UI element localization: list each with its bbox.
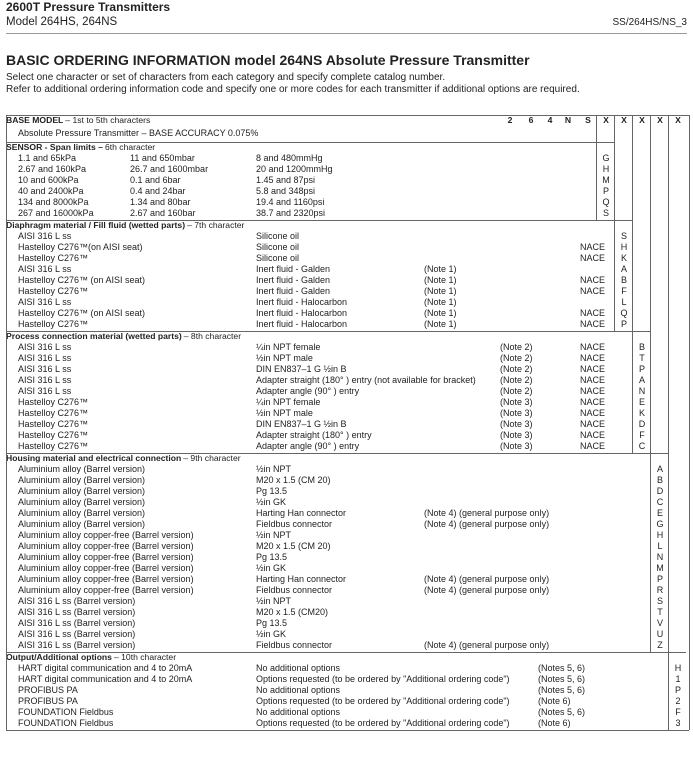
housing-row bbox=[6, 552, 689, 563]
housing-material: AISI 316 L ss (Barrel version) bbox=[18, 640, 136, 650]
housing-connection: ½in NPT bbox=[256, 464, 292, 474]
housing-connection: M20 x 1.5 (CM 20) bbox=[256, 541, 331, 551]
process-note: (Note 2) bbox=[500, 386, 533, 396]
housing-header bbox=[6, 453, 689, 464]
process-code: F bbox=[639, 430, 645, 440]
housing-row bbox=[6, 607, 689, 618]
process-row bbox=[6, 408, 689, 419]
process-material: AISI 316 L ss bbox=[18, 342, 72, 352]
output-note: (Note 6) bbox=[538, 696, 571, 706]
sensor-code: G bbox=[602, 153, 610, 163]
process-row bbox=[6, 353, 689, 364]
process-top-rule bbox=[6, 331, 650, 332]
housing-note: (Note 4) (general purpose only) bbox=[424, 640, 550, 650]
diaphragm-material: Hastelloy C276™ bbox=[18, 253, 89, 263]
base-char-5: S bbox=[585, 115, 591, 125]
output-column-rule bbox=[668, 115, 669, 730]
output-type: HART digital communication and 4 to 20mA bbox=[18, 663, 193, 673]
output-code: 2 bbox=[675, 696, 681, 706]
process-code: C bbox=[638, 441, 646, 451]
diaphragm-row bbox=[6, 308, 689, 319]
housing-connection: ½in GK bbox=[256, 497, 287, 507]
process-connection: Adapter straight (180° ) entry (not available for bracket) bbox=[256, 375, 476, 385]
intro-line-1: Select one character or set of characters from each category and specify complete catalog number. bbox=[6, 72, 446, 83]
diaphragm-nace: NACE bbox=[580, 253, 606, 263]
housing-note: (Note 4) (general purpose only) bbox=[424, 585, 550, 595]
housing-material: Aluminium alloy (Barrel version) bbox=[18, 519, 146, 529]
housing-material: Aluminium alloy copper-free (Barrel version) bbox=[18, 552, 194, 562]
diaphragm-note: (Note 1) bbox=[424, 308, 457, 318]
sensor-mbar: 2.67 and 160bar bbox=[130, 208, 196, 218]
process-code: D bbox=[638, 419, 646, 429]
housing-row bbox=[6, 563, 689, 574]
housing-connection: Pg 13.5 bbox=[256, 618, 288, 628]
sensor-code: S bbox=[602, 208, 609, 218]
housing-material: Aluminium alloy (Barrel version) bbox=[18, 508, 146, 518]
process-code: T bbox=[639, 353, 645, 363]
process-nace: NACE bbox=[580, 441, 606, 451]
output-row bbox=[6, 718, 689, 729]
process-nace: NACE bbox=[580, 364, 606, 374]
process-row bbox=[6, 375, 689, 386]
housing-row bbox=[6, 640, 689, 651]
diaphragm-top-rule bbox=[6, 220, 632, 221]
housing-connection: M20 x 1.5 (CM 20) bbox=[256, 475, 331, 485]
process-material: AISI 316 L ss bbox=[18, 364, 72, 374]
sensor-row bbox=[6, 186, 689, 197]
table-bottom-rule bbox=[6, 730, 689, 731]
sensor-top-rule bbox=[6, 142, 614, 143]
process-nace: NACE bbox=[580, 408, 606, 418]
process-code: B bbox=[638, 342, 645, 352]
output-option: No additional options bbox=[256, 663, 341, 673]
diaphragm-code: P bbox=[620, 319, 627, 329]
process-connection: DIN EN837–1 G ½in B bbox=[256, 419, 347, 429]
housing-code: H bbox=[656, 530, 664, 540]
output-type: HART digital communication and 4 to 20mA bbox=[18, 674, 193, 684]
sensor-header bbox=[6, 142, 689, 153]
sensor-code: M bbox=[602, 175, 610, 185]
output-option: Options requested (to be ordered by "Additional ordering code") bbox=[256, 696, 510, 706]
base-description bbox=[6, 128, 689, 139]
housing-connection: Harting Han connector bbox=[256, 574, 347, 584]
diaphragm-note: (Note 1) bbox=[424, 275, 457, 285]
housing-note: (Note 4) (general purpose only) bbox=[424, 574, 550, 584]
process-row bbox=[6, 441, 689, 452]
output-type: PROFIBUS PA bbox=[18, 685, 78, 695]
process-material: Hastelloy C276™ bbox=[18, 441, 89, 451]
header-model: Model 264HS, 264NS bbox=[6, 16, 118, 28]
diaphragm-code: A bbox=[620, 264, 627, 274]
sensor-kpa: 1.1 and 65kPa bbox=[18, 153, 77, 163]
process-label: Process connection material (wetted parts) bbox=[6, 331, 182, 341]
base-position: – 1st to 5th characters bbox=[65, 115, 151, 125]
output-code: 1 bbox=[675, 674, 681, 684]
diaphragm-label: Diaphragm material / Fill fluid (wetted parts) bbox=[6, 220, 186, 230]
sensor-position: 6th character bbox=[104, 142, 156, 152]
process-material: AISI 316 L ss bbox=[18, 353, 72, 363]
output-code: F bbox=[675, 707, 681, 717]
process-connection: Adapter angle (90° ) entry bbox=[256, 386, 360, 396]
diaphragm-fill: Inert fluid - Galden bbox=[256, 275, 331, 285]
sensor-mbar: 26.7 and 1600mbar bbox=[130, 164, 209, 174]
base-top-rule bbox=[6, 115, 689, 116]
process-row bbox=[6, 397, 689, 408]
base-label: BASE MODEL bbox=[6, 115, 64, 125]
diaphragm-material: AISI 316 L ss bbox=[18, 264, 72, 274]
sensor-psi: 19.4 and 1160psi bbox=[256, 197, 325, 207]
housing-material: Aluminium alloy (Barrel version) bbox=[18, 475, 146, 485]
ordering-table bbox=[6, 115, 689, 766]
process-connection: Adapter straight (180° ) entry bbox=[256, 430, 372, 440]
housing-row bbox=[6, 530, 689, 541]
housing-material: AISI 316 L ss (Barrel version) bbox=[18, 607, 136, 617]
diaphragm-code: Q bbox=[620, 308, 628, 318]
housing-row bbox=[6, 519, 689, 530]
process-code: K bbox=[638, 408, 645, 418]
output-note: (Notes 5, 6) bbox=[538, 674, 586, 684]
housing-material: Aluminium alloy copper-free (Barrel version) bbox=[18, 574, 194, 584]
diaphragm-nace: NACE bbox=[580, 275, 606, 285]
process-row bbox=[6, 364, 689, 375]
diaphragm-row bbox=[6, 264, 689, 275]
process-code: N bbox=[638, 386, 646, 396]
sensor-kpa: 267 and 16000kPa bbox=[18, 208, 94, 218]
process-nace: NACE bbox=[580, 386, 606, 396]
sensor-psi: 38.7 and 2320psi bbox=[256, 208, 326, 218]
housing-material: Aluminium alloy copper-free (Barrel version) bbox=[18, 541, 194, 551]
diaphragm-fill: Inert fluid - Halocarbon bbox=[256, 308, 348, 318]
housing-row bbox=[6, 508, 689, 519]
housing-row bbox=[6, 541, 689, 552]
process-note: (Note 3) bbox=[500, 430, 533, 440]
process-nace: NACE bbox=[580, 353, 606, 363]
housing-row bbox=[6, 497, 689, 508]
diaphragm-nace: NACE bbox=[580, 286, 606, 296]
housing-connection: ½in NPT bbox=[256, 596, 292, 606]
process-note: (Note 2) bbox=[500, 364, 533, 374]
sensor-row bbox=[6, 208, 689, 219]
diaphragm-row bbox=[6, 319, 689, 330]
output-option: Options requested (to be ordered by "Additional ordering code") bbox=[256, 674, 510, 684]
housing-row bbox=[6, 475, 689, 486]
housing-code: L bbox=[657, 541, 663, 551]
diaphragm-header bbox=[6, 220, 689, 231]
housing-material: Aluminium alloy copper-free (Barrel version) bbox=[18, 563, 194, 573]
process-row bbox=[6, 430, 689, 441]
process-material: Hastelloy C276™ bbox=[18, 397, 89, 407]
housing-material: AISI 316 L ss (Barrel version) bbox=[18, 629, 136, 639]
sensor-mbar: 0.1 and 6bar bbox=[130, 175, 181, 185]
output-type: FOUNDATION Fieldbus bbox=[18, 707, 114, 717]
housing-material: Aluminium alloy copper-free (Barrel version) bbox=[18, 530, 194, 540]
diaphragm-material: AISI 316 L ss bbox=[18, 231, 72, 241]
diaphragm-row bbox=[6, 242, 689, 253]
housing-code: G bbox=[656, 519, 664, 529]
output-header bbox=[6, 652, 689, 663]
process-connection: Adapter angle (90° ) entry bbox=[256, 441, 360, 451]
diaphragm-code: L bbox=[621, 297, 627, 307]
housing-code: N bbox=[656, 552, 664, 562]
sensor-kpa: 2.67 and 160kPa bbox=[18, 164, 87, 174]
output-note: (Notes 5, 6) bbox=[538, 707, 586, 717]
process-note: (Note 3) bbox=[500, 419, 533, 429]
base-x-7: X bbox=[621, 115, 627, 125]
output-position: – 10th character bbox=[113, 652, 177, 662]
process-connection: ½in NPT male bbox=[256, 353, 313, 363]
output-row bbox=[6, 696, 689, 707]
base-x-9: X bbox=[657, 115, 663, 125]
sensor-row bbox=[6, 164, 689, 175]
diaphragm-material: Hastelloy C276™ (on AISI seat) bbox=[18, 308, 146, 318]
sensor-mbar: 11 and 650mbar bbox=[130, 153, 195, 163]
output-row bbox=[6, 707, 689, 718]
process-nace: NACE bbox=[580, 375, 606, 385]
housing-code: Z bbox=[657, 640, 663, 650]
diaphragm-code: S bbox=[620, 231, 627, 241]
header-title: 2600T Pressure Transmitters bbox=[6, 0, 171, 14]
process-code: E bbox=[638, 397, 645, 407]
sensor-psi: 5.8 and 348psi bbox=[256, 186, 316, 196]
process-connection: DIN EN837–1 G ½in B bbox=[256, 364, 347, 374]
process-note: (Note 2) bbox=[500, 375, 533, 385]
housing-note: (Note 4) (general purpose only) bbox=[424, 519, 550, 529]
base-x-6: X bbox=[603, 115, 609, 125]
diaphragm-fill: Inert fluid - Halocarbon bbox=[256, 319, 348, 329]
housing-code: T bbox=[657, 607, 663, 617]
housing-connection: ½in GK bbox=[256, 563, 287, 573]
output-note: (Notes 5, 6) bbox=[538, 663, 586, 673]
output-row bbox=[6, 685, 689, 696]
housing-material: Aluminium alloy (Barrel version) bbox=[18, 464, 146, 474]
housing-code: P bbox=[656, 574, 663, 584]
output-option: No additional options bbox=[256, 685, 341, 695]
housing-label: Housing material and electrical connection bbox=[6, 453, 182, 463]
housing-code: V bbox=[656, 618, 663, 628]
output-code: H bbox=[674, 663, 682, 673]
sensor-row bbox=[6, 197, 689, 208]
sensor-mbar: 1.34 and 80bar bbox=[130, 197, 191, 207]
housing-code: R bbox=[656, 585, 664, 595]
process-header bbox=[6, 331, 689, 342]
diaphragm-note: (Note 1) bbox=[424, 286, 457, 296]
process-row bbox=[6, 342, 689, 353]
process-position: – 8th character bbox=[183, 331, 242, 341]
housing-code: C bbox=[656, 497, 664, 507]
housing-code: U bbox=[656, 629, 664, 639]
diaphragm-material: Hastelloy C276™ bbox=[18, 286, 89, 296]
sensor-kpa: 40 and 2400kPa bbox=[18, 186, 84, 196]
diaphragm-code: K bbox=[620, 253, 627, 263]
housing-row bbox=[6, 629, 689, 640]
sensor-kpa: 10 and 600kPa bbox=[18, 175, 79, 185]
base-x-8: X bbox=[639, 115, 645, 125]
process-connection: ½in NPT male bbox=[256, 408, 313, 418]
diaphragm-note: (Note 1) bbox=[424, 264, 457, 274]
process-connection: ¼in NPT female bbox=[256, 397, 321, 407]
diaphragm-material: Hastelloy C276™(on AISI seat) bbox=[18, 242, 143, 252]
process-nace: NACE bbox=[580, 419, 606, 429]
diaphragm-nace: NACE bbox=[580, 308, 606, 318]
output-row bbox=[6, 663, 689, 674]
housing-code: S bbox=[656, 596, 663, 606]
process-code: P bbox=[638, 364, 645, 374]
housing-material: Aluminium alloy copper-free (Barrel version) bbox=[18, 585, 194, 595]
housing-code: D bbox=[656, 486, 664, 496]
process-column-rule bbox=[632, 115, 633, 453]
process-material: AISI 316 L ss bbox=[18, 386, 72, 396]
diaphragm-row bbox=[6, 275, 689, 286]
diaphragm-position: – 7th character bbox=[187, 220, 245, 230]
housing-note: (Note 4) (general purpose only) bbox=[424, 508, 550, 518]
base-char-3: 4 bbox=[547, 115, 553, 125]
housing-code: A bbox=[656, 464, 663, 474]
output-code: P bbox=[674, 685, 681, 695]
base-char-4: N bbox=[564, 115, 572, 125]
diaphragm-material: AISI 316 L ss bbox=[18, 297, 72, 307]
process-nace: NACE bbox=[580, 342, 606, 352]
output-option: No additional options bbox=[256, 707, 341, 717]
diaphragm-code: F bbox=[621, 286, 627, 296]
sensor-label: SENSOR - Span limits – bbox=[6, 142, 103, 152]
diaphragm-fill: Inert fluid - Halocarbon bbox=[256, 297, 348, 307]
housing-material: Aluminium alloy (Barrel version) bbox=[18, 486, 146, 496]
housing-row bbox=[6, 596, 689, 607]
housing-material: Aluminium alloy (Barrel version) bbox=[18, 497, 146, 507]
diaphragm-row bbox=[6, 286, 689, 297]
housing-connection: Harting Han connector bbox=[256, 508, 347, 518]
output-option: Options requested (to be ordered by "Additional ordering code") bbox=[256, 718, 510, 728]
output-code: 3 bbox=[675, 718, 681, 728]
housing-code: E bbox=[656, 508, 663, 518]
sensor-row bbox=[6, 153, 689, 164]
doc-title: BASIC ORDERING INFORMATION model 264NS Absolute Pressure Transmitter bbox=[6, 52, 530, 68]
process-note: (Note 3) bbox=[500, 408, 533, 418]
diaphragm-code: H bbox=[620, 242, 628, 252]
diaphragm-column-rule bbox=[614, 115, 615, 331]
output-type: PROFIBUS PA bbox=[18, 696, 78, 706]
sensor-code: H bbox=[602, 164, 610, 174]
housing-position: – 9th character bbox=[183, 453, 241, 463]
diaphragm-fill: Silicone oil bbox=[256, 253, 300, 263]
output-label: Output/Additional options bbox=[6, 652, 112, 662]
housing-connection: M20 x 1.5 (CM20) bbox=[256, 607, 329, 617]
output-note: (Note 6) bbox=[538, 718, 571, 728]
process-note: (Note 3) bbox=[500, 441, 533, 451]
process-nace: NACE bbox=[580, 430, 606, 440]
diaphragm-code: B bbox=[620, 275, 627, 285]
sensor-mbar: 0.4 and 24bar bbox=[130, 186, 186, 196]
base-char-2: 6 bbox=[528, 115, 534, 125]
process-note: (Note 2) bbox=[500, 342, 533, 352]
diaphragm-nace: NACE bbox=[580, 242, 606, 252]
housing-row bbox=[6, 464, 689, 475]
output-top-rule bbox=[6, 652, 686, 653]
housing-row bbox=[6, 618, 689, 629]
header-ref: SS/264HS/NS_3 bbox=[612, 17, 687, 28]
housing-connection: ½in GK bbox=[256, 629, 287, 639]
sensor-psi: 1.45 and 87psi bbox=[256, 175, 316, 185]
process-row bbox=[6, 386, 689, 397]
sensor-code: P bbox=[602, 186, 609, 196]
housing-code: B bbox=[656, 475, 663, 485]
process-connection: ¼in NPT female bbox=[256, 342, 321, 352]
housing-material: AISI 316 L ss (Barrel version) bbox=[18, 596, 136, 606]
diaphragm-nace: NACE bbox=[580, 319, 606, 329]
intro bbox=[6, 72, 580, 96]
base-header bbox=[6, 115, 689, 126]
sensor-row bbox=[6, 175, 689, 186]
housing-row bbox=[6, 574, 689, 585]
diaphragm-material: Hastelloy C276™ bbox=[18, 319, 89, 329]
housing-connection: Fieldbus connector bbox=[256, 585, 333, 595]
diaphragm-fill: Inert fluid - Galden bbox=[256, 286, 331, 296]
process-row bbox=[6, 419, 689, 430]
base-description-text: Absolute Pressure Transmitter – BASE ACCURACY 0.075% bbox=[18, 128, 259, 138]
base-x-10: X bbox=[675, 115, 681, 125]
sensor-psi: 20 and 1200mmHg bbox=[256, 164, 333, 174]
diaphragm-row bbox=[6, 253, 689, 264]
housing-connection: Pg 13.5 bbox=[256, 486, 288, 496]
sensor-kpa: 134 and 8000kPa bbox=[18, 197, 89, 207]
sensor-code: Q bbox=[602, 197, 610, 207]
housing-row bbox=[6, 486, 689, 497]
sensor-psi: 8 and 480mmHg bbox=[256, 153, 323, 163]
header-rule bbox=[6, 33, 687, 34]
process-note: (Note 3) bbox=[500, 397, 533, 407]
diaphragm-row bbox=[6, 231, 689, 242]
housing-code: M bbox=[656, 563, 664, 573]
diaphragm-material: Hastelloy C276™ (on AISI seat) bbox=[18, 275, 146, 285]
intro-line-2: Refer to additional ordering information code and specify one or more codes for each transmitter if additional options are required. bbox=[6, 84, 580, 95]
housing-connection: Fieldbus connector bbox=[256, 519, 333, 529]
output-type: FOUNDATION Fieldbus bbox=[18, 718, 114, 728]
housing-row bbox=[6, 585, 689, 596]
output-note: (Notes 5, 6) bbox=[538, 685, 586, 695]
housing-connection: Pg 13.5 bbox=[256, 552, 288, 562]
diaphragm-note: (Note 1) bbox=[424, 297, 457, 307]
diaphragm-note: (Note 1) bbox=[424, 319, 457, 329]
base-char-1: 2 bbox=[507, 115, 513, 125]
housing-top-rule bbox=[6, 453, 668, 454]
table-left-border bbox=[6, 115, 7, 730]
process-code: A bbox=[638, 375, 645, 385]
housing-connection: Fieldbus connector bbox=[256, 640, 333, 650]
process-material: Hastelloy C276™ bbox=[18, 419, 89, 429]
process-material: AISI 316 L ss bbox=[18, 375, 72, 385]
diaphragm-fill: Inert fluid - Galden bbox=[256, 264, 331, 274]
housing-connection: ½in NPT bbox=[256, 530, 292, 540]
process-nace: NACE bbox=[580, 397, 606, 407]
sensor-column-rule bbox=[596, 115, 597, 220]
process-material: Hastelloy C276™ bbox=[18, 430, 89, 440]
process-note: (Note 2) bbox=[500, 353, 533, 363]
output-row bbox=[6, 674, 689, 685]
diaphragm-fill: Silicone oil bbox=[256, 231, 300, 241]
table-right-border bbox=[689, 115, 690, 730]
housing-column-rule bbox=[650, 115, 651, 652]
process-material: Hastelloy C276™ bbox=[18, 408, 89, 418]
housing-material: AISI 316 L ss (Barrel version) bbox=[18, 618, 136, 628]
diaphragm-row bbox=[6, 297, 689, 308]
diaphragm-fill: Silicone oil bbox=[256, 242, 300, 252]
